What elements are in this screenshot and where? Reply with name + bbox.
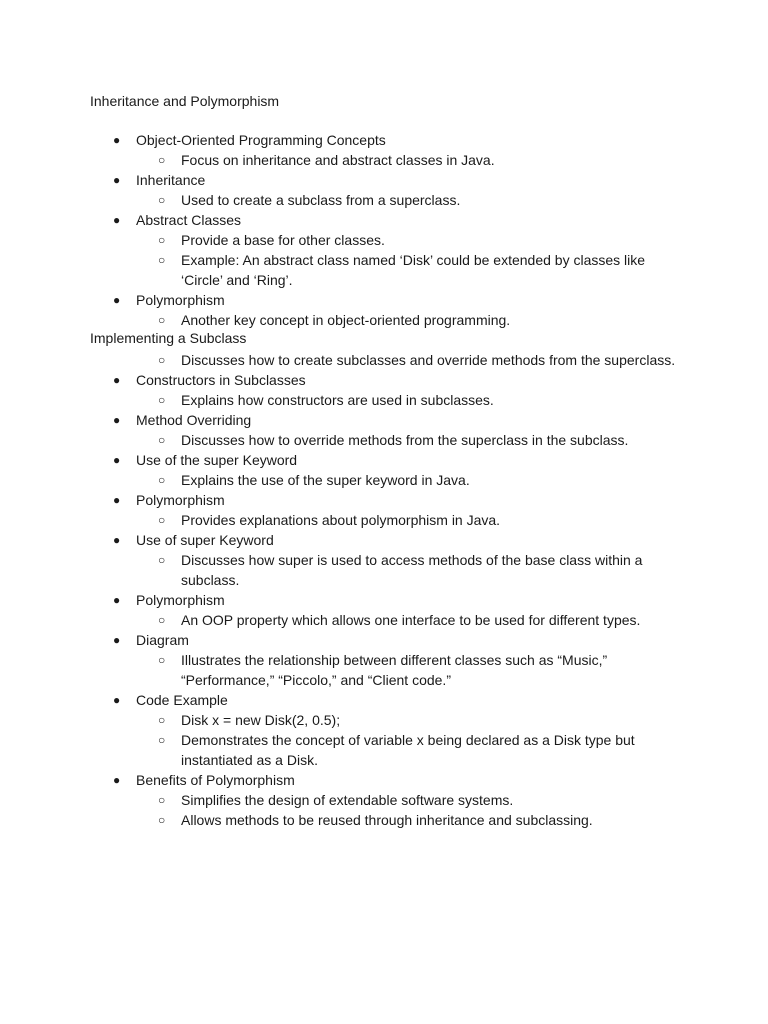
sub-list-item: Demonstrates the concept of variable x being declared as a Disk type but	[181, 732, 635, 748]
sub-list-item: Provide a base for other classes.	[181, 232, 385, 248]
sub-list-item: Focus on inheritance and abstract classes in Java.	[181, 152, 495, 168]
sub-list-item: ‘Circle’ and ‘Ring’.	[181, 272, 293, 288]
list-item: Polymorphism	[136, 492, 225, 508]
bullet-icon: ●	[113, 293, 121, 307]
section-heading: Implementing a Subclass	[90, 330, 247, 346]
sub-bullet-icon: ○	[158, 813, 166, 827]
list-item: Use of super Keyword	[136, 532, 274, 548]
document-title: Inheritance and Polymorphism	[90, 93, 280, 109]
sub-list-item: Explains how constructors are used in subclasses.	[181, 392, 494, 408]
sub-list-item: Discusses how super is used to access methods of the base class within a	[181, 552, 643, 568]
sub-list-item: Discusses how to create subclasses and override methods from the superclass.	[181, 352, 676, 368]
list-item: Method Overriding	[136, 412, 252, 428]
sub-list-item: Simplifies the design of extendable software systems.	[181, 792, 514, 808]
sub-bullet-icon: ○	[158, 713, 166, 727]
list-item: Benefits of Polymorphism	[136, 772, 295, 788]
sub-list-item: instantiated as a Disk.	[181, 752, 318, 768]
sub-bullet-icon: ○	[158, 513, 166, 527]
sub-bullet-icon: ○	[158, 253, 166, 267]
sub-list-item: Example: An abstract class named ‘Disk’ could be extended by classes like	[181, 252, 646, 268]
sub-bullet-icon: ○	[158, 653, 166, 667]
sub-bullet-icon: ○	[158, 393, 166, 407]
sub-list-item: An OOP property which allows one interface to be used for different types.	[181, 612, 641, 628]
sub-bullet-icon: ○	[158, 153, 166, 167]
list-item: Constructors in Subclasses	[136, 372, 306, 388]
sub-list-item: Another key concept in object-oriented programming.	[181, 312, 511, 328]
sub-list-item: “Performance,” “Piccolo,” and “Client code.”	[181, 672, 451, 688]
list-item: Inheritance	[136, 172, 206, 188]
bullet-icon: ●	[113, 693, 121, 707]
sub-bullet-icon: ○	[158, 433, 166, 447]
list-item: Use of the super Keyword	[136, 452, 298, 468]
bullet-icon: ●	[113, 773, 121, 787]
sub-list-item: Disk x = new Disk(2, 0.5);	[181, 712, 341, 728]
sub-list-item: Used to create a subclass from a superclass.	[181, 192, 461, 208]
list-item: Code Example	[136, 692, 228, 708]
sub-bullet-icon: ○	[158, 793, 166, 807]
bullet-icon: ●	[113, 453, 121, 467]
bullet-icon: ●	[113, 173, 121, 187]
sub-bullet-icon: ○	[158, 233, 166, 247]
list-item: Polymorphism	[136, 592, 225, 608]
bullet-icon: ●	[113, 633, 121, 647]
sub-list-item: Provides explanations about polymorphism in Java.	[181, 512, 501, 528]
sub-list-item: Discusses how to override methods from the superclass in the subclass.	[181, 432, 629, 448]
sub-bullet-icon: ○	[158, 193, 166, 207]
sub-bullet-icon: ○	[158, 353, 166, 367]
sub-list-item: Illustrates the relationship between different classes such as “Music,”	[181, 652, 608, 668]
sub-list-item: subclass.	[181, 572, 240, 588]
bullet-icon: ●	[113, 213, 121, 227]
list-item: Diagram	[136, 632, 189, 648]
bullet-icon: ●	[113, 493, 121, 507]
sub-bullet-icon: ○	[158, 733, 166, 747]
bullet-icon: ●	[113, 373, 121, 387]
bullet-icon: ●	[113, 413, 121, 427]
list-item: Polymorphism	[136, 292, 225, 308]
bullet-icon: ●	[113, 133, 121, 147]
list-item: Object-Oriented Programming Concepts	[136, 132, 386, 148]
sub-list-item: Explains the use of the super keyword in Java.	[181, 472, 470, 488]
sub-bullet-icon: ○	[158, 613, 166, 627]
sub-bullet-icon: ○	[158, 473, 166, 487]
bullet-icon: ●	[113, 533, 121, 547]
sub-list-item: Allows methods to be reused through inheritance and subclassing.	[181, 812, 593, 828]
sub-bullet-icon: ○	[158, 313, 166, 327]
list-item: Abstract Classes	[136, 212, 242, 228]
bullet-icon: ●	[113, 593, 121, 607]
sub-bullet-icon: ○	[158, 553, 166, 567]
